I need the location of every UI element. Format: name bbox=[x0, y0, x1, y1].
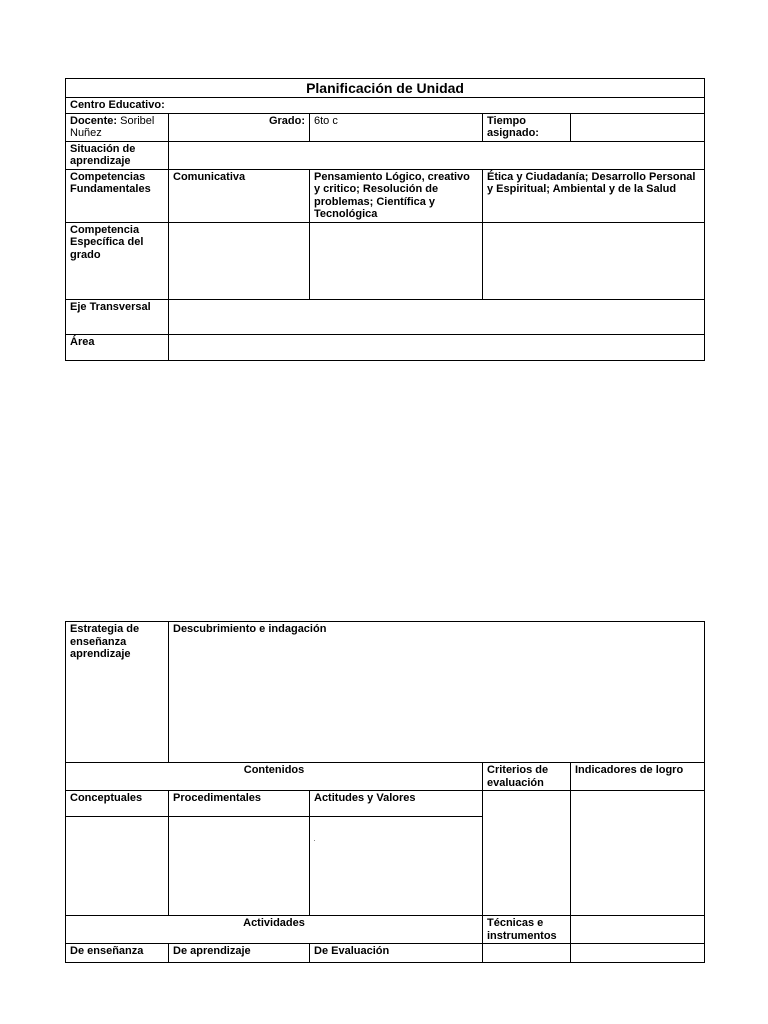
competencia-comunicativa: Comunicativa bbox=[169, 169, 310, 222]
competencias-fundamentales-label: Competencias Fundamentales bbox=[66, 169, 169, 222]
unit-plan-activities-table bbox=[65, 621, 705, 963]
de-evaluacion-label: De Evaluación bbox=[310, 944, 483, 963]
competencia-etica-ciudadania: Ética y Ciudadanía; Desarrollo Personal y Espiritual; Ambiental y de la Salud bbox=[483, 169, 705, 222]
estrategia-label: Estrategia de enseñanza aprendizaje bbox=[66, 622, 169, 763]
docente-cell bbox=[66, 113, 169, 141]
centro-educativo-label: Centro Educativo: bbox=[66, 98, 705, 114]
eje-transversal-label: Eje Transversal bbox=[66, 299, 169, 334]
actitudes-valores-label: Actitudes y Valores bbox=[310, 791, 483, 817]
conceptuales-value[interactable] bbox=[66, 817, 169, 916]
criterios-evaluacion-value[interactable] bbox=[483, 791, 571, 916]
procedimentales-value[interactable] bbox=[169, 817, 310, 916]
situacion-aprendizaje-label: Situación de aprendizaje bbox=[66, 141, 169, 169]
actitudes-valores-value[interactable] bbox=[310, 817, 483, 916]
grado-value[interactable]: 6to c bbox=[310, 113, 483, 141]
indicadores-logro-value[interactable] bbox=[571, 791, 705, 916]
competencia-especifica-cell-2[interactable] bbox=[310, 222, 483, 299]
docente-label: Docente: bbox=[70, 114, 118, 127]
docente-value: Soribel Nuñez bbox=[70, 114, 155, 139]
de-aprendizaje-label: De aprendizaje bbox=[169, 944, 310, 963]
actividades-cell-4[interactable] bbox=[483, 944, 571, 963]
conceptuales-label: Conceptuales bbox=[66, 791, 169, 817]
eje-transversal-value[interactable] bbox=[169, 299, 705, 334]
competencia-pensamiento-logico: Pensamiento Lógico, creativo y critico; Resolución de problemas; Científica y Tecnológica bbox=[310, 169, 483, 222]
procedimentales-label: Procedimentales bbox=[169, 791, 310, 817]
competencia-especifica-cell-3[interactable] bbox=[483, 222, 705, 299]
situacion-aprendizaje-value[interactable] bbox=[169, 141, 705, 169]
tecnicas-instrumentos-value[interactable] bbox=[571, 916, 705, 944]
estrategia-value[interactable]: Descubrimiento e indagación bbox=[169, 622, 705, 763]
grado-label: Grado: bbox=[169, 113, 310, 141]
criterios-evaluacion-label: Criterios de evaluación bbox=[483, 763, 571, 791]
area-label: Área bbox=[66, 334, 169, 360]
tecnicas-instrumentos-label: Técnicas e instrumentos bbox=[483, 916, 571, 944]
competencia-especifica-cell-1[interactable] bbox=[169, 222, 310, 299]
tiempo-asignado-label: Tiempo asignado: bbox=[483, 113, 571, 141]
indicadores-logro-label: Indicadores de logro bbox=[571, 763, 705, 791]
tiempo-asignado-value[interactable] bbox=[571, 113, 705, 141]
competencia-especifica-label: Competencia Específica del grado bbox=[66, 222, 169, 299]
contenidos-header: Contenidos bbox=[66, 763, 483, 791]
de-ensenanza-label: De enseñanza bbox=[66, 944, 169, 963]
actividades-cell-5[interactable] bbox=[571, 944, 705, 963]
unit-plan-header-table bbox=[65, 78, 705, 361]
actividades-header: Actividades bbox=[66, 916, 483, 944]
page-title: Planificación de Unidad bbox=[66, 79, 705, 98]
area-value[interactable] bbox=[169, 334, 705, 360]
stray-mark bbox=[314, 840, 315, 841]
